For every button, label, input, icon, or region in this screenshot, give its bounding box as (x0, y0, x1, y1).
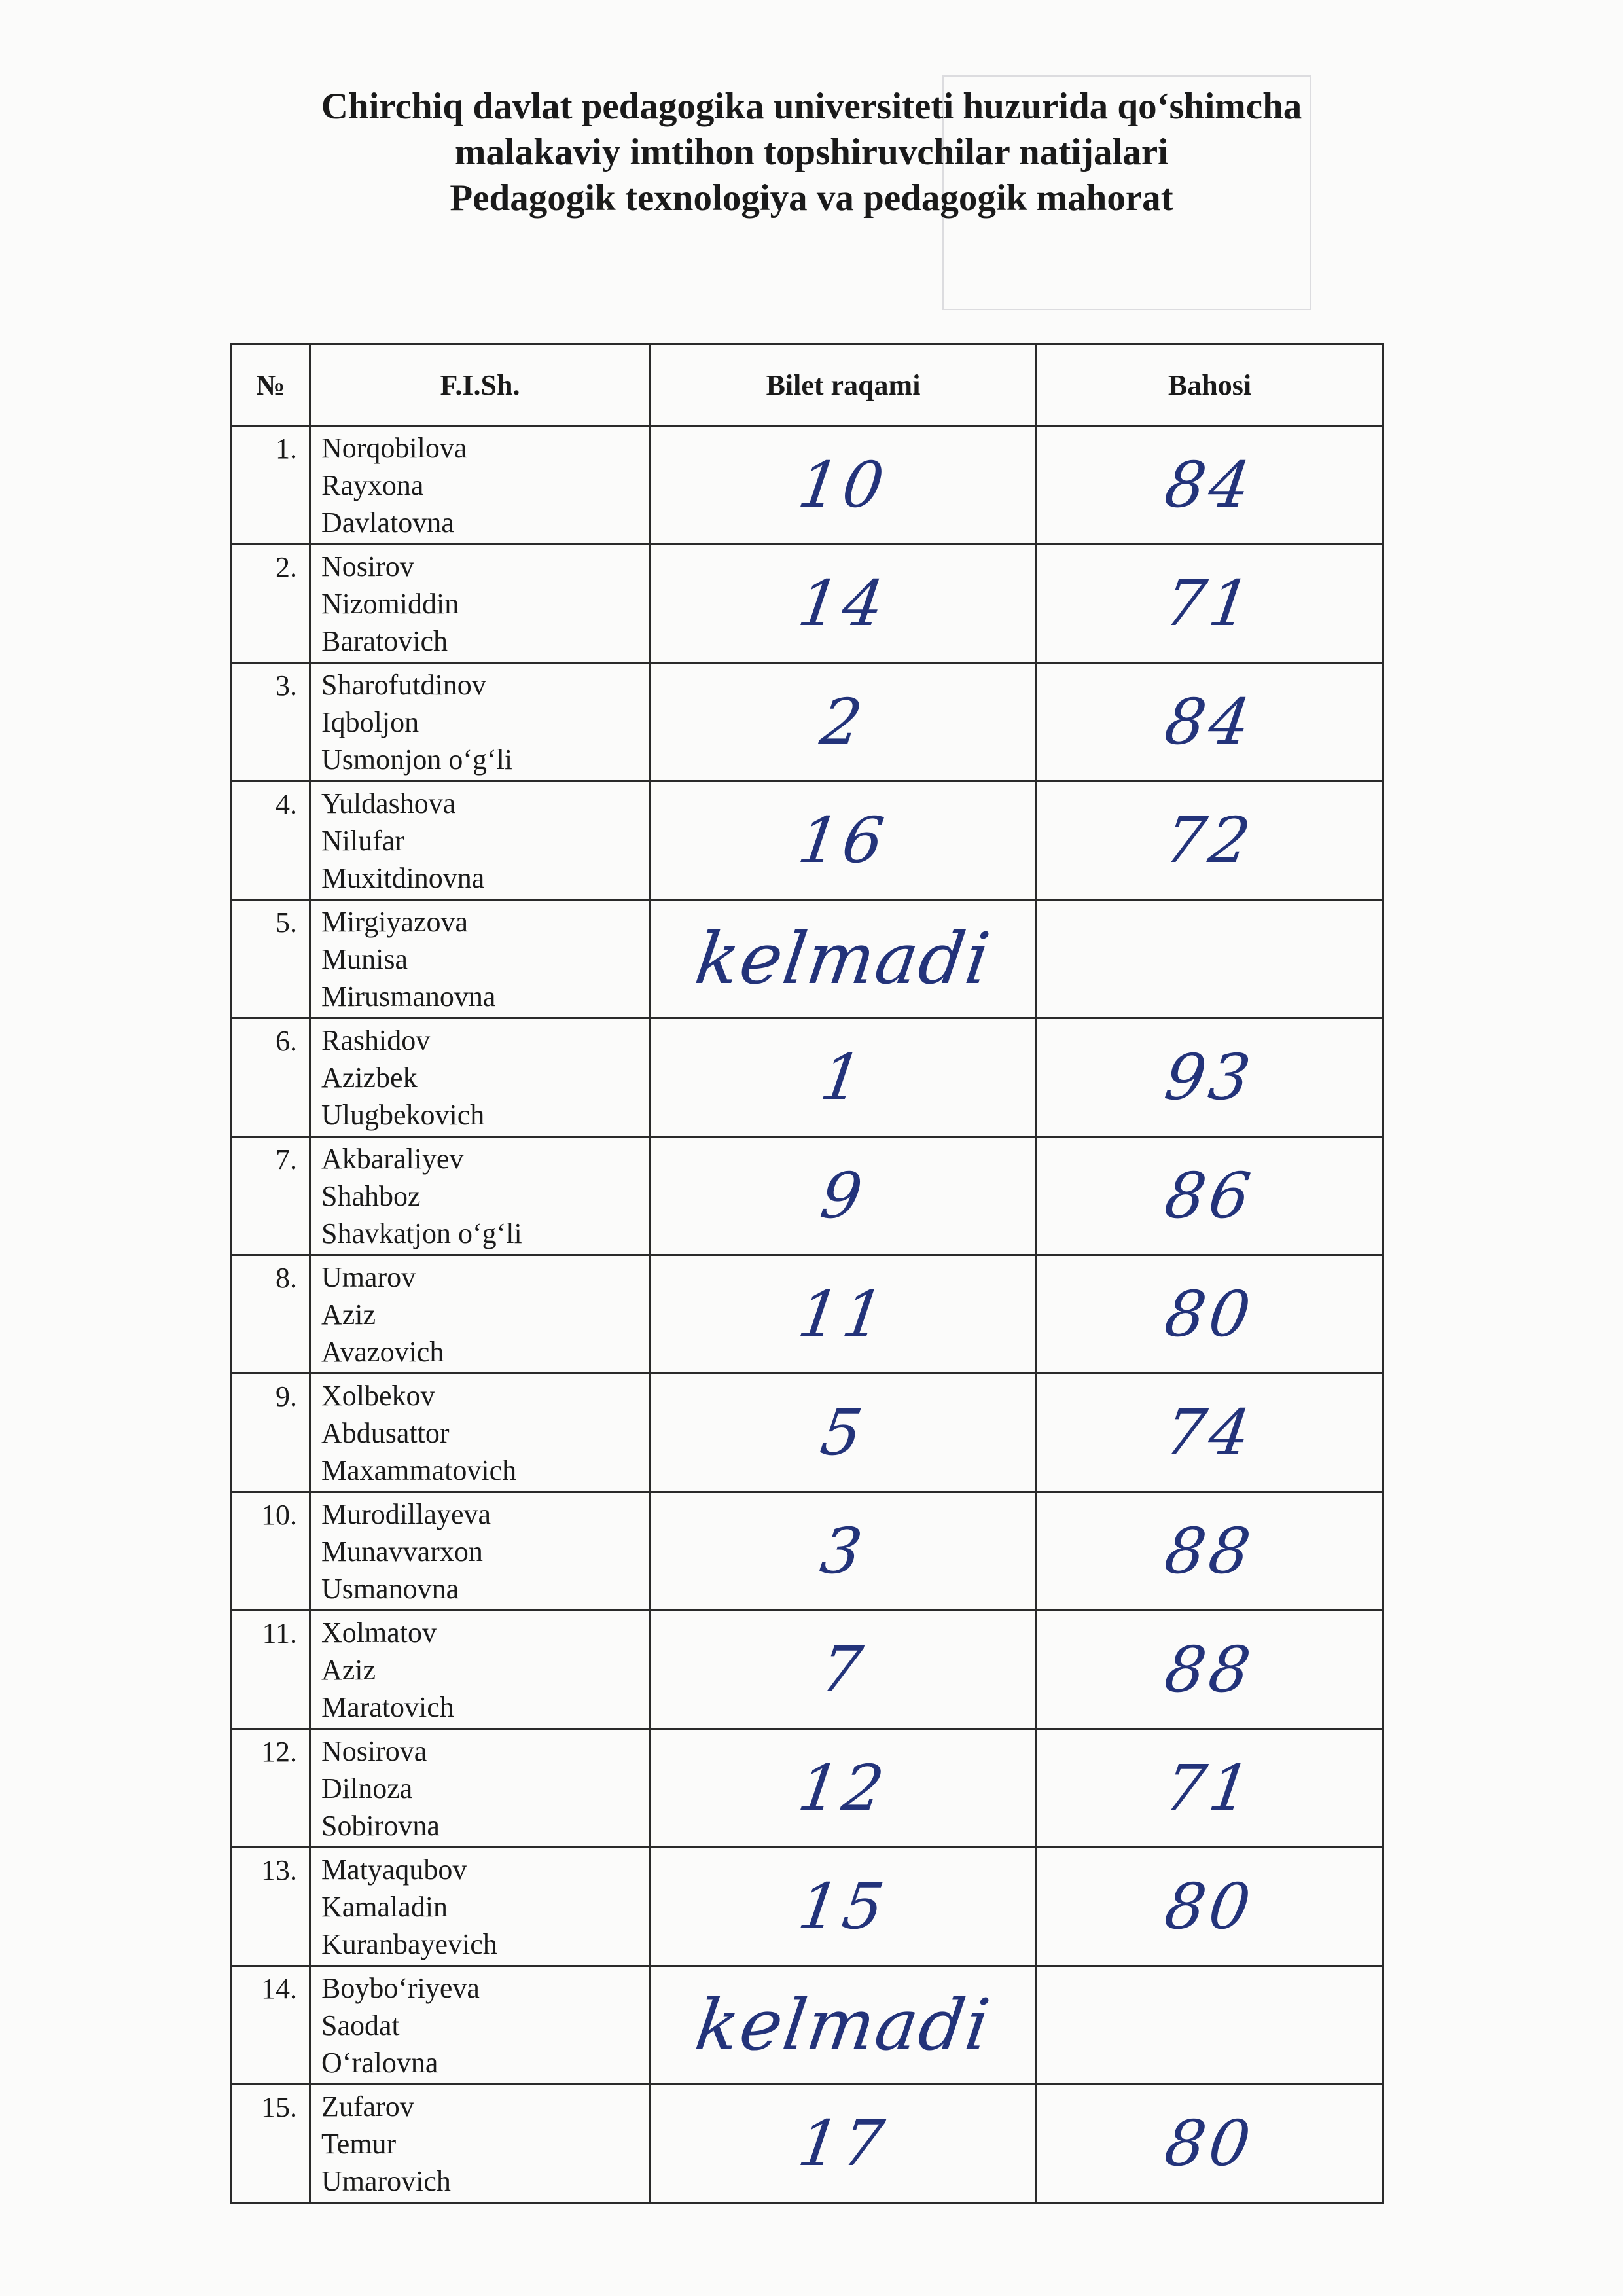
handwritten-score: 71 (1160, 567, 1259, 640)
table-row (232, 426, 1383, 545)
handwritten-ticket: 17 (794, 2107, 893, 2180)
name-line: Nilufar (321, 825, 405, 857)
table-row (232, 1611, 1383, 1729)
name-line: Nizomiddin (321, 588, 459, 620)
ticket-number (651, 781, 1037, 900)
table-header-row (232, 344, 1383, 426)
full-name (310, 1848, 651, 1966)
handwritten-score: 74 (1160, 1396, 1259, 1469)
name-line: Dilnoza (321, 1772, 413, 1804)
ticket-number (651, 2085, 1037, 2203)
ticket-number (651, 900, 1037, 1018)
full-name (310, 2085, 651, 2203)
score (1037, 426, 1383, 545)
name-line: Mirusmanovna (321, 980, 496, 1013)
document-heading (0, 84, 1623, 221)
name-line: Maratovich (321, 1691, 454, 1723)
table-row (232, 663, 1383, 781)
row-number: 7. (232, 1137, 310, 1255)
handwritten-score: 84 (1160, 685, 1259, 759)
handwritten-ticket: 9 (816, 1159, 870, 1232)
name-line: Matyaqubov (321, 1854, 467, 1886)
score (1037, 1137, 1383, 1255)
name-line: Zufarov (321, 2090, 414, 2123)
name-line: Munavvarxon (321, 1535, 483, 1568)
handwritten-ticket: kelmadi (690, 918, 996, 1000)
name-line: Abdusattor (321, 1417, 450, 1449)
ticket-number (651, 1492, 1037, 1611)
handwritten-ticket: 12 (794, 1751, 893, 1825)
name-line: Akbaraliyev (321, 1143, 464, 1175)
handwritten-ticket: 7 (816, 1633, 870, 1706)
score (1037, 1966, 1383, 2085)
row-number: 3. (232, 663, 310, 781)
score (1037, 1611, 1383, 1729)
handwritten-ticket: kelmadi (690, 1984, 996, 2066)
name-line: Murodillayeva (321, 1498, 491, 1530)
handwritten-score: 93 (1160, 1041, 1259, 1114)
table-row (232, 1492, 1383, 1611)
score (1037, 1848, 1383, 1966)
name-line: Rashidov (321, 1024, 431, 1056)
score (1037, 1492, 1383, 1611)
table-row (232, 1018, 1383, 1137)
name-line: Sharofutdinov (321, 669, 486, 701)
heading-line-1: Chirchiq davlat pedagogika universiteti huzurida qo‘shimcha (321, 86, 1302, 127)
name-line: Ulugbekovich (321, 1099, 485, 1131)
score (1037, 1255, 1383, 1374)
full-name (310, 1966, 651, 2085)
name-line: Munisa (321, 943, 408, 975)
score (1037, 1018, 1383, 1137)
ticket-number (651, 1374, 1037, 1492)
table-row (232, 781, 1383, 900)
name-line: Saodat (321, 2009, 400, 2041)
table-row (232, 1255, 1383, 1374)
name-line: Nosirov (321, 550, 414, 583)
name-line: Mirgiyazova (321, 906, 469, 938)
name-line: Xolbekov (321, 1380, 435, 1412)
row-number: 10. (232, 1492, 310, 1611)
handwritten-ticket: 11 (794, 1278, 893, 1351)
full-name (310, 663, 651, 781)
table-row (232, 1848, 1383, 1966)
handwritten-score: 88 (1160, 1633, 1259, 1706)
results-table-body (232, 426, 1383, 2203)
row-number: 4. (232, 781, 310, 900)
full-name (310, 1018, 651, 1137)
name-line: Umarovich (321, 2165, 451, 2197)
score (1037, 2085, 1383, 2203)
row-number: 9. (232, 1374, 310, 1492)
ticket-number (651, 426, 1037, 545)
handwritten-ticket: 10 (794, 448, 893, 522)
table-row (232, 1966, 1383, 2085)
header-num: № (232, 344, 310, 426)
name-line: Azizbek (321, 1062, 418, 1094)
name-line: Shavkatjon o‘g‘li (321, 1217, 522, 1249)
row-number: 1. (232, 426, 310, 545)
handwritten-score: 86 (1160, 1159, 1259, 1232)
row-number: 14. (232, 1966, 310, 2085)
full-name (310, 426, 651, 545)
handwritten-ticket: 3 (816, 1515, 870, 1588)
full-name (310, 1374, 651, 1492)
table-row (232, 1137, 1383, 1255)
name-line: Nosirova (321, 1735, 427, 1767)
name-line: Aziz (321, 1654, 376, 1686)
results-table (230, 343, 1384, 2204)
score (1037, 545, 1383, 663)
ticket-number (651, 1611, 1037, 1729)
handwritten-score: 80 (1160, 2107, 1259, 2180)
full-name (310, 1611, 651, 1729)
ticket-number (651, 1848, 1037, 1966)
full-name (310, 1255, 651, 1374)
row-number: 5. (232, 900, 310, 1018)
name-line: Rayxona (321, 469, 424, 501)
row-number: 11. (232, 1611, 310, 1729)
row-number: 2. (232, 545, 310, 663)
ticket-number (651, 663, 1037, 781)
heading-line-2: malakaviy imtihon topshiruvchilar natijalari (455, 132, 1168, 173)
name-line: Davlatovna (321, 507, 454, 539)
ticket-number (651, 1137, 1037, 1255)
ticket-number (651, 545, 1037, 663)
row-number: 6. (232, 1018, 310, 1137)
row-number: 15. (232, 2085, 310, 2203)
header-name: F.I.Sh. (310, 344, 651, 426)
full-name (310, 781, 651, 900)
handwritten-ticket: 5 (816, 1396, 870, 1469)
full-name (310, 900, 651, 1018)
name-line: Usmanovna (321, 1573, 459, 1605)
ticket-number (651, 1966, 1037, 2085)
header-baho: Bahosi (1037, 344, 1383, 426)
score (1037, 1729, 1383, 1848)
name-line: Aziz (321, 1299, 376, 1331)
table-row (232, 1729, 1383, 1848)
handwritten-ticket: 2 (816, 685, 870, 759)
table-row (232, 1374, 1383, 1492)
handwritten-score: 80 (1160, 1278, 1259, 1351)
name-line: Shahboz (321, 1180, 421, 1212)
row-number: 8. (232, 1255, 310, 1374)
handwritten-ticket: 15 (794, 1870, 893, 1943)
name-line: Norqobilova (321, 432, 467, 464)
handwritten-ticket: 14 (794, 567, 893, 640)
name-line: Usmonjon o‘g‘li (321, 744, 513, 776)
name-line: Yuldashova (321, 787, 456, 819)
score (1037, 663, 1383, 781)
handwritten-ticket: 1 (816, 1041, 870, 1114)
handwritten-score: 71 (1160, 1751, 1259, 1825)
name-line: Iqboljon (321, 706, 419, 738)
table-row (232, 900, 1383, 1018)
table-row (232, 545, 1383, 663)
row-number: 13. (232, 1848, 310, 1966)
name-line: Baratovich (321, 625, 448, 657)
handwritten-score: 84 (1160, 448, 1259, 522)
handwritten-ticket: 16 (794, 804, 893, 877)
ticket-number (651, 1255, 1037, 1374)
score (1037, 1374, 1383, 1492)
name-line: Avazovich (321, 1336, 444, 1368)
ticket-number (651, 1729, 1037, 1848)
full-name (310, 1137, 651, 1255)
score (1037, 900, 1383, 1018)
name-line: Xolmatov (321, 1617, 437, 1649)
name-line: Muxitdinovna (321, 862, 485, 894)
name-line: Maxammatovich (321, 1454, 517, 1486)
handwritten-score: 72 (1160, 804, 1259, 877)
full-name (310, 1729, 651, 1848)
ticket-number (651, 1018, 1037, 1137)
score (1037, 781, 1383, 900)
handwritten-score: 88 (1160, 1515, 1259, 1588)
handwritten-score: 80 (1160, 1870, 1259, 1943)
name-line: Kuranbayevich (321, 1928, 497, 1960)
name-line: Kamaladin (321, 1891, 448, 1923)
heading-line-3: Pedagogik texnologiya va pedagogik mahorat (450, 177, 1173, 219)
name-line: Temur (321, 2128, 397, 2160)
name-line: Boybo‘riyeva (321, 1972, 480, 2004)
name-line: Umarov (321, 1261, 416, 1293)
header-bilet: Bilet raqami (651, 344, 1037, 426)
name-line: O‘ralovna (321, 2047, 438, 2079)
row-number: 12. (232, 1729, 310, 1848)
full-name (310, 1492, 651, 1611)
table-row (232, 2085, 1383, 2203)
full-name (310, 545, 651, 663)
name-line: Sobirovna (321, 1810, 440, 1842)
